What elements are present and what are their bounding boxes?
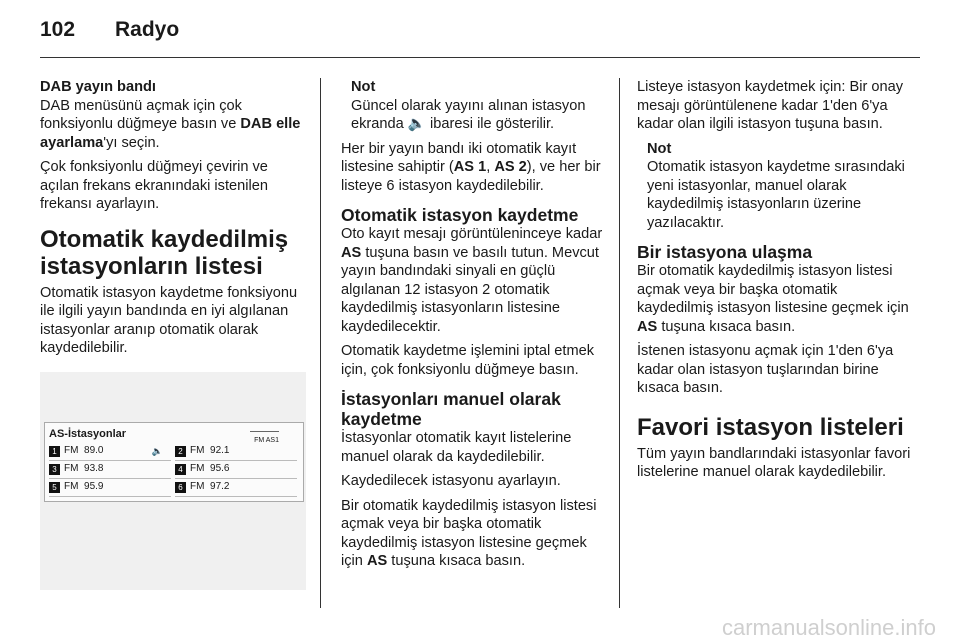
column-divider: [619, 78, 620, 608]
lists-paragraph: Her bir yayın bandı iki otomatik kayıt listesine sahiptir (AS 1, AS 2), ve her bir listeye 6 istasyon kaydedilebilir.: [341, 140, 601, 194]
screen-tab: FM AS1: [250, 431, 279, 451]
favorites-paragraph: Tüm yayın bandlarındaki istasyonlar favori listelerine manuel olarak kaydedilebilir.: [637, 445, 911, 480]
tune-paragraph: Çok fonksiyonlu düğmeyi çevirin ve açılan frekans ekranındaki istenilen frekansı ayarlayın.: [40, 159, 268, 212]
column-3: [637, 78, 917, 488]
preset-item: 5 FM 95.9: [49, 479, 171, 497]
preset-item: 3 FM 93.8: [49, 461, 171, 479]
note-text: Güncel olarak yayını alınan istasyon ekranda 🔈 ibaresi ile gösterilir.: [351, 97, 586, 132]
save-station-paragraph: Listeye istasyon kaydetmek için: Bir onay mesajı görüntülenene kadar 1'den 6'ya kadar olan ilgili istasyon tuşuna basın.: [637, 79, 904, 132]
heading-manual-save: İstasyonları manuel olarak kaydetme: [341, 389, 561, 429]
open-list-paragraph: Bir otomatik kaydedilmiş istasyon listesi açmak veya bir başka otomatik kaydedilmiş istasyon listesine geçmek için AS tuşuna kısaca basın.: [341, 497, 597, 569]
select-station-paragraph: İstenen istasyonu açmak için 1'den 6'ya kadar olan istasyon tuşlarından birine kısaca basın.: [637, 343, 894, 396]
note-box: [341, 78, 607, 134]
speaker-icon: 🔈: [151, 445, 163, 456]
screen-title: AS-İstasyonlar: [49, 427, 127, 440]
menu-item-label: DAB elle ayarlama: [40, 116, 301, 151]
preset-grid: [49, 443, 297, 497]
access-paragraph: Bir otomatik kaydedilmiş istasyon listesi açmak veya bir başka otomatik kaydedilmiş istasyon listesine geçmek için AS tuşuna kısaca basın.: [637, 263, 909, 335]
section-title: Radyo: [115, 18, 180, 41]
cancel-paragraph: Otomatik kaydetme işlemini iptal etmek için, çok fonksiyonlu düğmeye basın.: [341, 343, 595, 378]
watermark: carmanualsonline.info: [721, 615, 936, 640]
manual-paragraph: İstasyonlar otomatik kayıt listelerine manuel olarak da kaydedilebilir.: [341, 430, 572, 465]
header-rule: [40, 57, 920, 58]
heading-favorites: Favori istasyon listeleri: [637, 413, 904, 441]
heading-access-station: Bir istasyona ulaşma: [637, 242, 813, 262]
note-box: [637, 140, 917, 233]
tune-station-paragraph: Kaydedilecek istasyonu ayarlayın.: [341, 473, 561, 489]
page-number: 102: [40, 18, 76, 41]
auto-list-paragraph: Otomatik istasyon kaydetme fonksiyonu ile ilgili yayın bandında en iyi algılanan istasyonlar aranıp otomatik olarak kaydedilebilir.: [40, 284, 298, 356]
note-heading: Not: [647, 140, 672, 157]
note-heading: Not: [351, 79, 376, 95]
column-1: [40, 78, 306, 590]
dab-heading: DAB yayın bandı: [40, 79, 156, 95]
preset-item: 6 FM 97.2: [175, 479, 297, 497]
preset-item: 2 FM 92.1: [175, 443, 297, 461]
auto-save-paragraph: Oto kayıt mesajı görüntüleninceye kadar AS tuşuna basın ve basılı tutun. Mevcut yayın bandındaki sinyali en güçlü algılanan 12 istasyon 2 otomatik kaydedilmiş istasyonların listesine kaydedilecektir.: [341, 226, 603, 335]
column-divider: [320, 78, 321, 608]
preset-item: 4 FM 95.6: [175, 461, 297, 479]
page-header: [40, 18, 179, 48]
preset-item: 1 FM 89.0 🔈: [49, 443, 171, 461]
note-text: Otomatik istasyon kaydetme sırasındaki yeni istasyonlar, manuel olarak kaydedilmiş istasyonların üzerine yazılacaktır.: [647, 159, 905, 231]
heading-auto-list: Otomatik kaydedilmiş istasyonların listesi: [40, 225, 289, 280]
radio-screen: [44, 422, 304, 502]
heading-auto-save: Otomatik istasyon kaydetme: [341, 205, 579, 225]
column-2: [341, 78, 607, 577]
dab-paragraph: DAB menüsünü açmak için çok fonksiyonlu düğmeye basın ve DAB elle ayarlama'yı seçin.: [40, 97, 301, 151]
radio-display-figure: [40, 372, 306, 590]
